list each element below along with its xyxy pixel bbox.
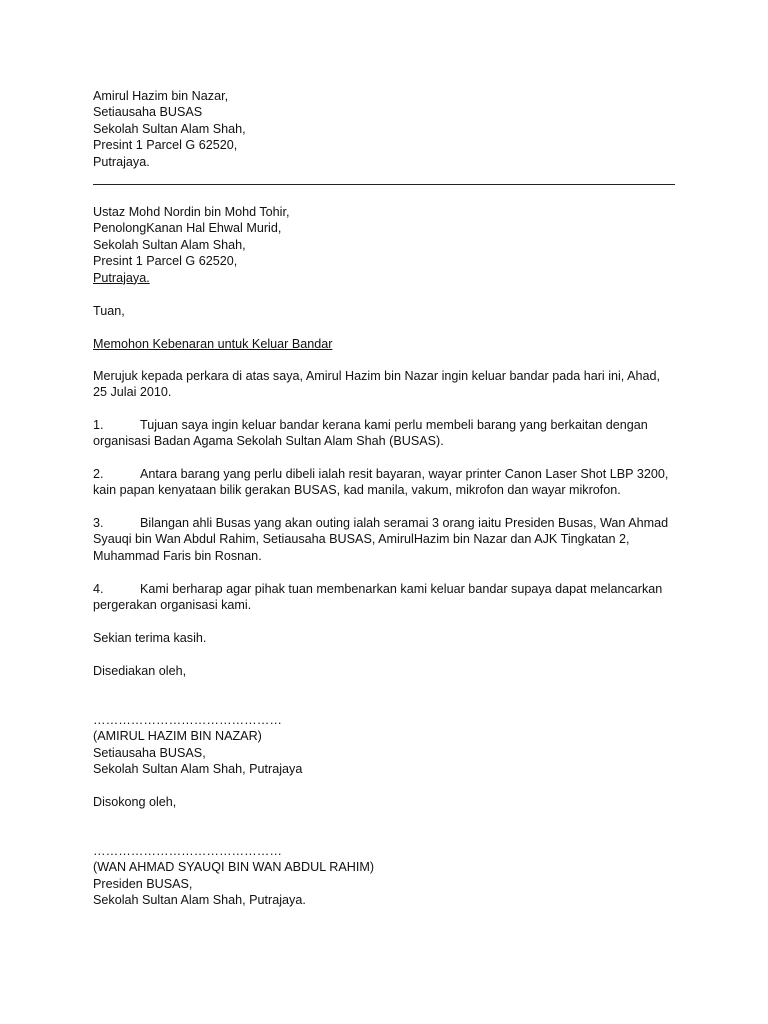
signatory-name: (WAN AHMAD SYAUQI BIN WAN ABDUL RAHIM) xyxy=(93,860,375,875)
signatory-position: Presiden BUSAS, xyxy=(93,876,193,891)
point-3 xyxy=(93,515,677,564)
recipient-street: Presint 1 Parcel G 62520, xyxy=(93,254,238,269)
signatory-school: Sekolah Sultan Alam Shah, Putrajaya. xyxy=(93,893,306,908)
point-number: 2. xyxy=(93,467,104,481)
recipient-name: Ustaz Mohd Nordin bin Mohd Tohir, xyxy=(93,205,290,219)
prepared-by-label: Disediakan oleh, xyxy=(93,664,187,678)
point-2 xyxy=(93,466,677,499)
point-text: Kami berharap agar pihak tuan membenarkan kami keluar bandar supaya dapat melancarkan pergerakan organisasi kami. xyxy=(93,582,663,613)
sender-name: Amirul Hazim bin Nazar, xyxy=(93,89,229,103)
sender-street: Presint 1 Parcel G 62520, xyxy=(93,138,238,153)
recipient-address xyxy=(93,204,677,286)
subject-line: Memohon Kebenaran untuk Keluar Bandar xyxy=(93,337,333,351)
point-text: Bilangan ahli Busas yang akan outing ialah seramai 3 orang iaitu Presiden Busas, Wan Ahmad Syauqi bin Wan Abdul Rahim, Setiausaha BUSAS, AmirulHazim bin Nazar dan AJK Tingkatan 2, Muhammad Faris bin Rosnan. xyxy=(93,516,669,563)
salutation: Tuan, xyxy=(93,304,125,318)
sender-address xyxy=(93,88,677,170)
recipient-position: PenolongKanan Hal Ehwal Murid, xyxy=(93,221,282,236)
signature-line: ……………………………………… xyxy=(93,713,282,727)
signatory-name: (AMIRUL HAZIM BIN NAZAR) xyxy=(93,729,262,744)
point-1 xyxy=(93,417,677,450)
sender-school: Sekolah Sultan Alam Shah, xyxy=(93,121,246,136)
closing-line: Sekian terima kasih. xyxy=(93,631,207,645)
sender-position: Setiausaha BUSAS xyxy=(93,105,203,120)
header-divider xyxy=(93,184,675,185)
signature-block-1 xyxy=(93,712,677,778)
point-text: Antara barang yang perlu dibeli ialah resit bayaran, wayar printer Canon Laser Shot LBP 3200, kain papan kenyataan bilik gerakan BUSAS, kad manila, vakum, mikrofon dan wayar mikrofon. xyxy=(93,467,669,498)
signature-block-2 xyxy=(93,843,677,909)
signatory-position: Setiausaha BUSAS, xyxy=(93,745,206,760)
point-4 xyxy=(93,581,677,614)
supported-by-label: Disokong oleh, xyxy=(93,795,177,809)
signatory-school: Sekolah Sultan Alam Shah, Putrajaya xyxy=(93,762,303,777)
recipient-school: Sekolah Sultan Alam Shah, xyxy=(93,237,246,252)
point-number: 1. xyxy=(93,418,104,432)
point-text: Tujuan saya ingin keluar bandar kerana kami perlu membeli barang yang berkaitan dengan organisasi Badan Agama Sekolah Sultan Alam Shah (BUSAS). xyxy=(93,418,648,449)
recipient-city: Putrajaya. xyxy=(93,270,150,285)
signature-line: ……………………………………… xyxy=(93,844,282,858)
intro-paragraph: Merujuk kepada perkara di atas saya, Amirul Hazim bin Nazar ingin keluar bandar pada hari ini, Ahad, 25 Julai 2010. xyxy=(93,369,661,400)
point-number: 3. xyxy=(93,516,104,530)
point-number: 4. xyxy=(93,582,104,596)
sender-city: Putrajaya. xyxy=(93,154,150,169)
